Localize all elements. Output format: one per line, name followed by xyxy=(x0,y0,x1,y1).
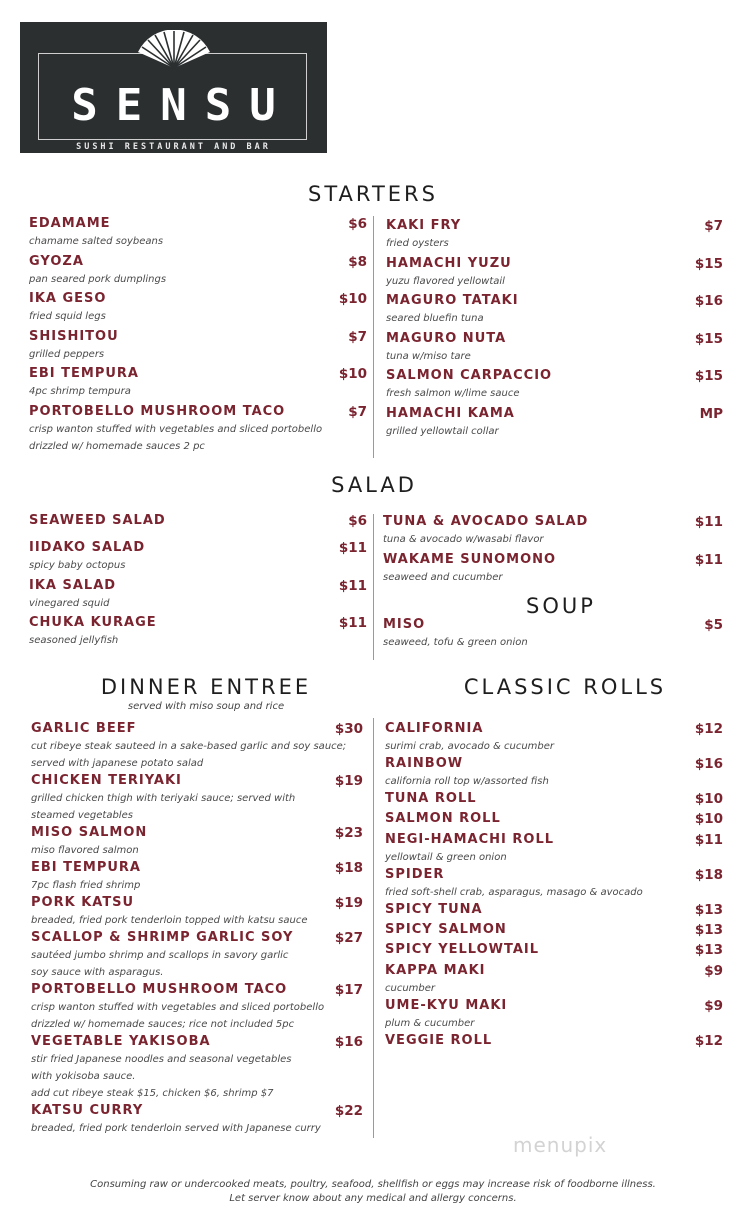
menu-item-name: SPIDER xyxy=(385,866,445,882)
menu-item-veggie-roll xyxy=(385,1033,723,1049)
menu-item-name: MAGURO TATAKI xyxy=(386,293,519,309)
menu-item-ika-salad xyxy=(29,577,367,609)
menu-item-name: SPICY TUNA xyxy=(385,901,483,917)
menu-item-name: CALIFORNIA xyxy=(385,721,484,736)
menu-item-description: grilled peppers xyxy=(29,348,105,360)
menu-item-description: drizzled w/ homemade sauces 2 pc xyxy=(29,441,205,452)
logo-wordmark: SENSU xyxy=(71,80,294,131)
menu-item-price: $23 xyxy=(334,825,363,841)
menu-item-name: EBI TEMPURA xyxy=(31,860,141,875)
menu-item-tuna-roll xyxy=(385,791,723,807)
menu-item-price: $13 xyxy=(694,942,723,959)
menu-item-kaki-fry xyxy=(386,218,723,249)
menu-item-name: GYOZA xyxy=(29,253,84,269)
menu-item-price: $9 xyxy=(704,962,723,979)
menu-item-price: $22 xyxy=(334,1103,363,1119)
menu-item-price: $18 xyxy=(694,866,723,883)
menu-item-price: $10 xyxy=(338,291,367,308)
menu-item-price: $30 xyxy=(334,721,363,737)
menu-item-price: $11 xyxy=(694,514,723,530)
menu-item-ebi-tempura xyxy=(31,860,363,891)
menu-item-name: SCALLOP & SHRIMP GARLIC SOY xyxy=(31,930,294,945)
menu-item-price: $17 xyxy=(334,982,363,998)
menu-item-description: cut ribeye steak sauteed in a sake-based garlic and soy sauce; xyxy=(31,741,347,752)
menu-item-chuka-kurage xyxy=(29,615,367,647)
menu-item-price: $19 xyxy=(334,895,363,911)
menu-item-price: $7 xyxy=(704,218,723,234)
menu-item-description: breaded, fried pork tenderloin topped with katsu sauce xyxy=(31,915,308,926)
menu-item-description: grilled yellowtail collar xyxy=(386,426,499,437)
menu-item-price: $16 xyxy=(694,756,723,772)
menu-item-name: SALMON ROLL xyxy=(385,811,501,827)
menu-item-maguro-tataki xyxy=(386,293,723,325)
menu-item-miso-salmon xyxy=(31,825,363,856)
menu-item-name: IKA SALAD xyxy=(29,577,117,593)
menu-item-description: with yokisoba sauce. xyxy=(31,1071,136,1082)
menu-item-name: MAGURO NUTA xyxy=(386,330,507,346)
menu-item-name: SPICY SALMON xyxy=(385,921,507,937)
menu-item-name: NEGI-HAMACHI ROLL xyxy=(385,831,555,847)
menu-item-name: UME-KYU MAKI xyxy=(385,997,508,1013)
restaurant-logo xyxy=(20,22,327,153)
menu-item-description: fried oysters xyxy=(386,238,449,249)
dinner-entree-title: DINNER ENTREE xyxy=(100,675,312,699)
menu-item-price: $6 xyxy=(348,513,367,529)
menu-item-name: KAPPA MAKI xyxy=(385,962,486,978)
menu-item-price: $18 xyxy=(334,860,363,876)
menu-item-name: HAMACHI KAMA xyxy=(386,406,515,421)
menu-item-ika-geso xyxy=(29,291,367,323)
menupix-watermark: menupix xyxy=(513,1133,608,1157)
menu-item-description: 7pc flash fried shrimp xyxy=(31,880,141,891)
menu-item-price: $16 xyxy=(694,293,723,310)
menu-item-name: WAKAME SUNOMONO xyxy=(383,551,557,567)
menu-item-description: grilled chicken thigh with teriyaki sauce; served with xyxy=(31,793,296,804)
menu-item-description: california roll top w/assorted fish xyxy=(385,776,549,787)
menu-item-name: GARLIC BEEF xyxy=(31,721,137,736)
menu-item-gyoza xyxy=(29,253,367,285)
menu-item-maguro-nuta xyxy=(386,330,723,362)
menu-item-description: pan seared pork dumplings xyxy=(29,273,167,285)
menu-item-description: breaded, fried pork tenderloin served with Japanese curry xyxy=(31,1123,321,1134)
menu-item-description: seaweed and cucumber xyxy=(383,571,503,583)
menu-item-price: $16 xyxy=(334,1034,363,1050)
menu-item-description: stir fried Japanese noodles and seasonal vegetables xyxy=(31,1054,292,1065)
menu-item-name: MISO xyxy=(383,617,426,632)
footer-disclaimer: Consuming raw or undercooked meats, poultry, seafood, shellfish or eggs may increase risk of foodborne illness. xyxy=(90,1179,656,1190)
starters-title: STARTERS xyxy=(308,182,438,206)
menu-item-description: drizzled w/ homemade sauces; rice not included 5pc xyxy=(31,1019,295,1030)
menu-item-spicy-salmon xyxy=(385,922,723,938)
menu-item-price: $9 xyxy=(704,997,723,1014)
menu-item-description: crisp wanton stuffed with vegetables and sliced portobello xyxy=(29,424,323,435)
menu-item-scallop-shrimp-garlic-soy xyxy=(31,930,363,978)
menu-item-description: fried squid legs xyxy=(29,311,106,323)
menu-item-name: KAKI FRY xyxy=(386,218,462,233)
menu-item-price: $7 xyxy=(348,404,367,420)
menu-item-price: $8 xyxy=(348,253,367,270)
menu-item-name: CHICKEN TERIYAKI xyxy=(31,773,182,788)
menu-item-price: $15 xyxy=(694,330,723,347)
menu-item-description: spicy baby octopus xyxy=(29,560,126,571)
menu-item-price: $13 xyxy=(694,921,723,938)
salad-divider xyxy=(373,514,374,660)
menu-item-seaweed-salad xyxy=(29,513,367,529)
menu-item-salmon-roll xyxy=(385,811,723,827)
menu-item-description: yuzu flavored yellowtail xyxy=(386,275,505,287)
menu-item-description: seasoned jellyfish xyxy=(29,635,119,647)
menu-item-description: vinegared squid xyxy=(29,597,110,609)
menu-item-description: soy sauce with asparagus. xyxy=(31,967,164,978)
menu-item-california xyxy=(385,721,723,752)
menu-item-description: add cut ribeye steak $15, chicken $6, shrimp $7 xyxy=(31,1088,274,1099)
footer-allergy-note: Let server know about any medical and allergy concerns. xyxy=(229,1193,517,1204)
menu-item-name: IIDAKO SALAD xyxy=(29,540,146,555)
menu-item-description: miso flavored salmon xyxy=(31,845,139,856)
menu-item-miso xyxy=(383,617,723,648)
menu-item-name: PORTOBELLO MUSHROOM TACO xyxy=(29,404,286,419)
menu-item-description: crisp wanton stuffed with vegetables and sliced portobello xyxy=(31,1002,325,1013)
menu-item-pork-katsu xyxy=(31,895,363,926)
menu-item-price: $11 xyxy=(338,577,367,594)
menu-item-spicy-tuna xyxy=(385,902,723,918)
dinner-rolls-divider xyxy=(373,718,374,1138)
menu-item-name: MISO SALMON xyxy=(31,825,148,840)
menu-item-price: MP xyxy=(699,406,723,422)
menu-item-salmon-carpaccio xyxy=(386,368,723,400)
menu-item-description: yellowtail & green onion xyxy=(385,851,507,863)
menu-item-description: fried soft-shell crab, asparagus, masago & avocado xyxy=(385,886,643,898)
menu-item-negi-hamachi-roll xyxy=(385,831,723,863)
starters-divider xyxy=(373,216,374,458)
menu-item-description: chamame salted soybeans xyxy=(29,236,164,247)
menu-item-ume-kyu-maki xyxy=(385,997,723,1029)
menu-item-rainbow xyxy=(385,756,723,787)
menu-item-description: sautéed jumbo shrimp and scallops in savory garlic xyxy=(31,950,289,961)
menu-item-name: PORK KATSU xyxy=(31,895,135,910)
menu-item-price: $11 xyxy=(338,540,367,556)
logo-tagline: SUSHI RESTAURANT AND BAR xyxy=(76,142,271,152)
menu-item-portobello-mushroom-taco xyxy=(29,404,367,452)
menu-item-price: $27 xyxy=(334,930,363,946)
menu-item-hamachi-yuzu xyxy=(386,255,723,287)
menu-item-katsu-curry xyxy=(31,1103,363,1134)
menu-item-name: TUNA ROLL xyxy=(385,791,477,806)
menu-item-price: $19 xyxy=(334,773,363,789)
menu-item-name: VEGGIE ROLL xyxy=(385,1032,493,1048)
menu-item-name: TUNA & AVOCADO SALAD xyxy=(383,514,589,529)
menu-item-description: plum & cucumber xyxy=(385,1017,475,1029)
menu-item-price: $13 xyxy=(694,901,723,918)
menu-item-name: EDAMAME xyxy=(29,216,111,231)
menu-item-name: IKA GESO xyxy=(29,291,107,307)
menu-item-spider xyxy=(385,866,723,898)
menu-item-shishitou xyxy=(29,328,367,360)
menu-item-garlic-beef xyxy=(31,721,363,769)
menu-item-hamachi-kama xyxy=(386,406,723,437)
menu-item-price: $11 xyxy=(694,831,723,848)
folding-fan-icon xyxy=(136,30,212,70)
menu-item-price: $6 xyxy=(348,216,367,232)
menu-item-wakame-sunomono xyxy=(383,551,723,583)
soup-title: SOUP xyxy=(526,594,596,618)
menu-item-name: CHUKA KURAGE xyxy=(29,615,157,631)
menu-item-name: KATSU CURRY xyxy=(31,1103,144,1118)
menu-item-description: fresh salmon w/lime sauce xyxy=(386,388,520,400)
menu-item-edamame xyxy=(29,216,367,247)
menu-item-description: 4pc shrimp tempura xyxy=(29,386,131,398)
menu-item-price: $10 xyxy=(338,366,367,383)
menu-item-chicken-teriyaki xyxy=(31,773,363,821)
menu-item-ebi-tempura xyxy=(29,366,367,398)
menu-item-name: PORTOBELLO MUSHROOM TACO xyxy=(31,982,288,997)
dinner-entree-subtitle: served with miso soup and rice xyxy=(127,701,285,712)
menu-item-description: seared bluefin tuna xyxy=(386,313,484,325)
menu-item-price: $5 xyxy=(704,617,723,633)
menu-item-description: tuna & avocado w/wasabi flavor xyxy=(383,534,544,545)
menu-item-price: $15 xyxy=(694,255,723,272)
menu-item-name: SALMON CARPACCIO xyxy=(386,368,553,384)
menu-item-description: tuna w/miso tare xyxy=(386,350,471,362)
menu-item-name: SEAWEED SALAD xyxy=(29,513,166,528)
menu-item-description: seaweed, tofu & green onion xyxy=(383,637,528,648)
menu-item-name: HAMACHI YUZU xyxy=(386,255,512,271)
menu-item-price: $11 xyxy=(338,615,367,632)
menu-item-price: $10 xyxy=(694,791,723,807)
menu-item-tuna-avocado-salad xyxy=(383,514,723,545)
salad-title: SALAD xyxy=(331,473,417,497)
menu-item-vegetable-yakisoba xyxy=(31,1034,363,1099)
menu-item-description: served with japanese potato salad xyxy=(31,758,204,769)
menu-item-price: $12 xyxy=(694,1032,723,1049)
menu-item-name: VEGETABLE YAKISOBA xyxy=(31,1034,211,1049)
menu-item-name: SHISHITOU xyxy=(29,328,119,344)
menu-item-portobello-mushroom-taco xyxy=(31,982,363,1030)
classic-rolls-title: CLASSIC ROLLS xyxy=(463,675,667,699)
menu-item-kappa-maki xyxy=(385,962,723,994)
menu-item-price: $11 xyxy=(694,551,723,568)
menu-item-description: surimi crab, avocado & cucumber xyxy=(385,741,555,752)
menu-item-name: RAINBOW xyxy=(385,756,464,771)
menu-item-iidako-salad xyxy=(29,540,367,571)
menu-item-price: $15 xyxy=(694,368,723,385)
menu-item-spicy-yellowtail xyxy=(385,942,723,958)
menu-item-description: steamed vegetables xyxy=(31,810,133,821)
menu-item-price: $12 xyxy=(694,721,723,737)
menu-item-price: $7 xyxy=(348,328,367,345)
menu-item-name: SPICY YELLOWTAIL xyxy=(385,942,540,958)
menu-item-description: cucumber xyxy=(385,982,436,994)
menu-item-name: EBI TEMPURA xyxy=(29,366,139,382)
menu-item-price: $10 xyxy=(694,811,723,828)
